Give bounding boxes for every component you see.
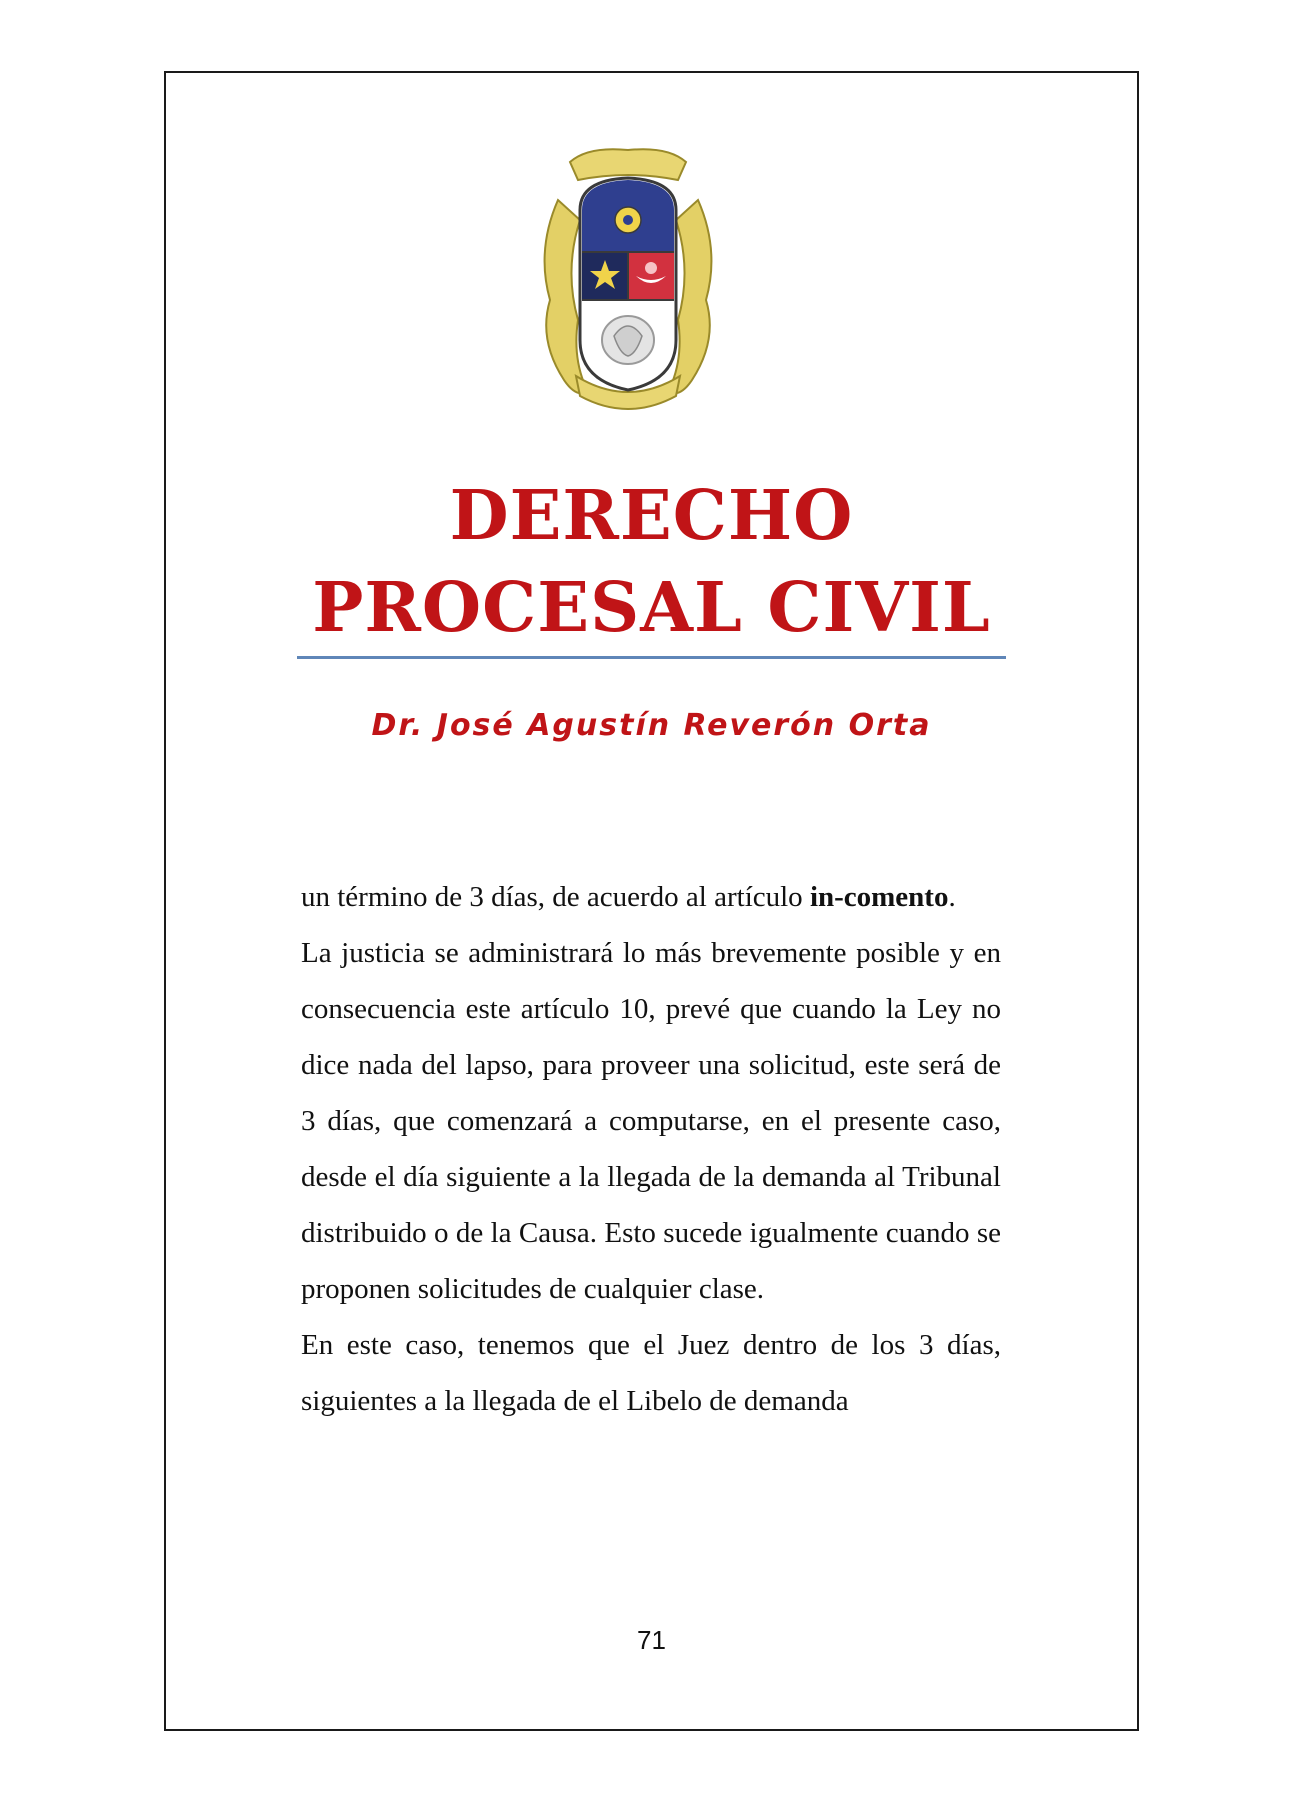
- body-text: [301, 869, 1001, 1429]
- paragraph-1-text: un término de 3 días, de acuerdo al artículo: [301, 881, 810, 913]
- author-name: Dr. José Agustín Reverón Orta: [371, 708, 932, 743]
- paragraph-3: En este caso, tenemos que el Juez dentro de los 3 días, siguientes a la llegada de el Libelo de demanda: [301, 1329, 1001, 1417]
- title-divider: [297, 656, 1006, 659]
- coat-of-arms-emblem: [528, 140, 728, 422]
- paragraph-1: [301, 869, 1001, 925]
- title-line-2: PROCESAL CIVIL: [312, 568, 991, 648]
- paragraph-2: La justicia se administrará lo más brevemente posible y en consecuencia este artículo 10, prevé que cuando la Ley no dice nada del lapso, para proveer una solicitud, este será de 3 días, que comenzará a computarse, en el presente caso, desde el día siguiente a la llegada de la demanda al Tribunal distribuido o de la Causa. Esto sucede igualmente cuando se proponen solicitudes de cualquier clase.: [301, 937, 1001, 1305]
- title-line-1: DERECHO: [449, 476, 854, 556]
- paragraph-1-bold-term: in-comento: [809, 881, 949, 913]
- paragraph-1-end: .: [948, 881, 956, 913]
- page-number: 71: [637, 1625, 666, 1655]
